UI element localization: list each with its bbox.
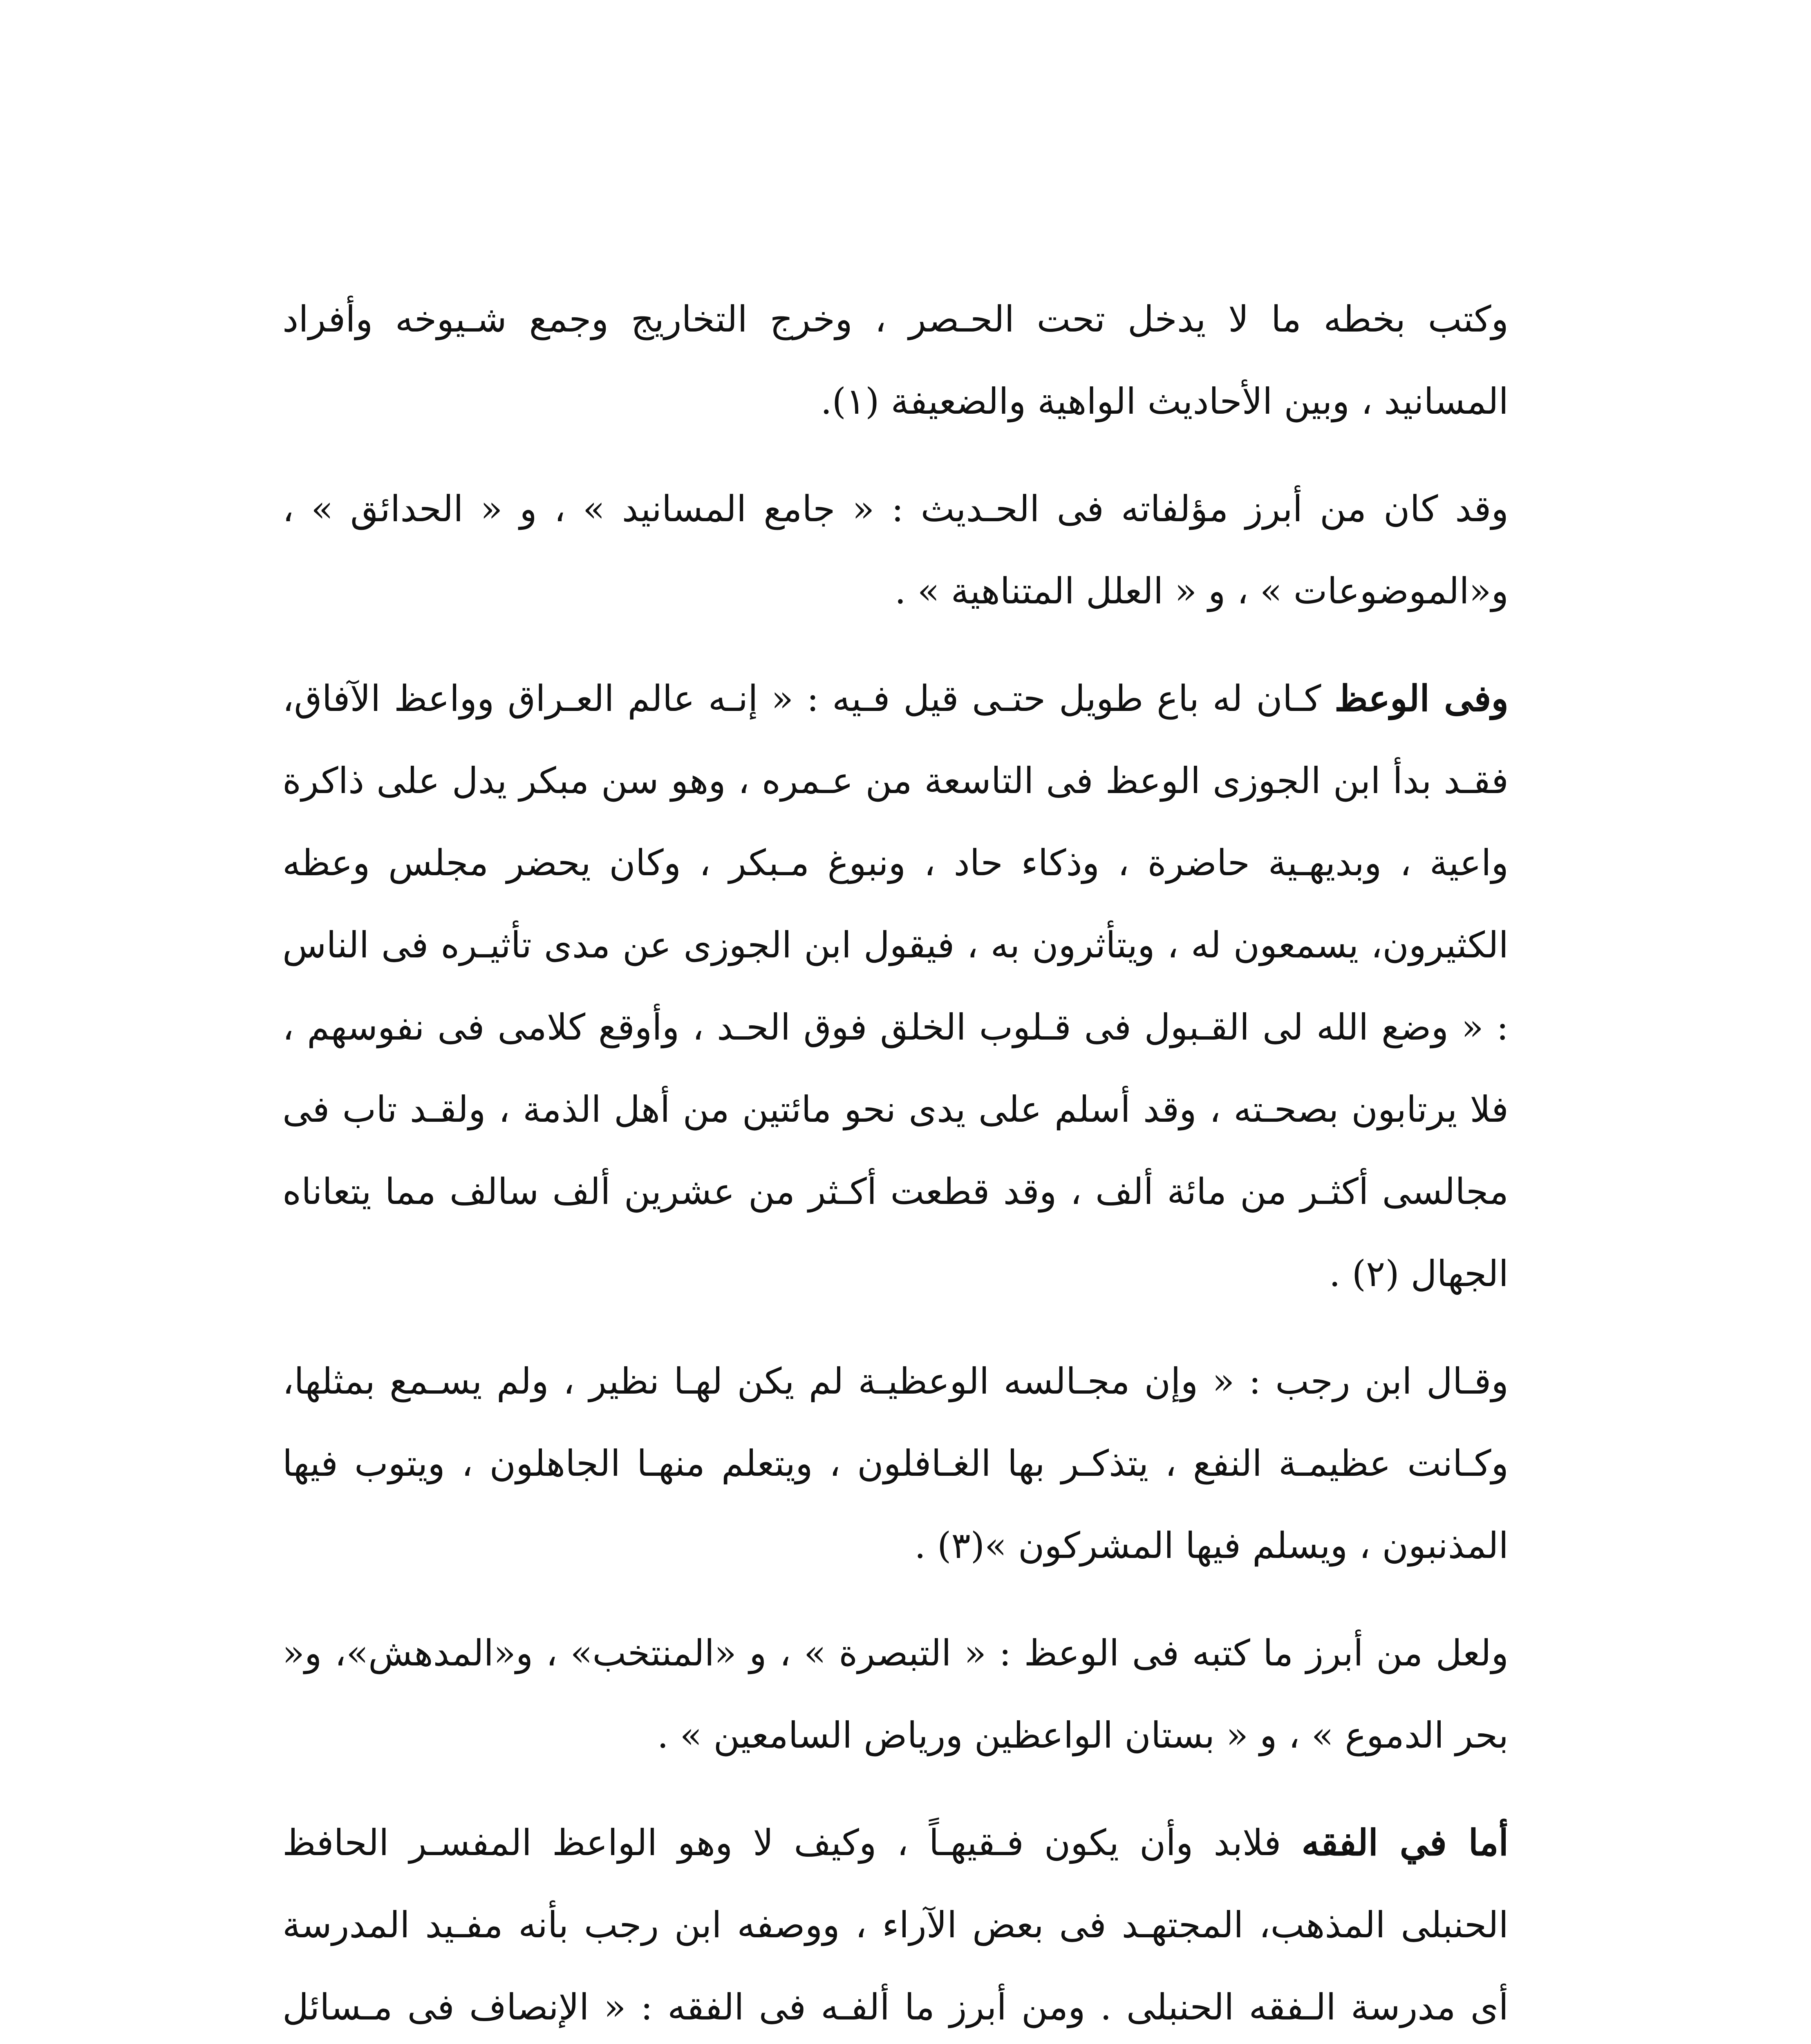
paragraph-4	[282, 1340, 1509, 1587]
paragraph-5	[282, 1612, 1509, 1776]
paragraph-6	[282, 1802, 1509, 2044]
paragraph-1-text: وكتب بخطه ما لا يدخل تحت الحـصر ، وخرج التخاريج وجمع شـيوخه وأفراد المسانيد ، وبين الأحاديث الواهية والضعيفة (١).	[282, 298, 1509, 422]
main-text	[282, 278, 1509, 2044]
paragraph-6-lead: أما في الفقه	[1301, 1821, 1509, 1864]
paragraph-2-text: وقد كان من أبرز مؤلفاته فى الحـديث : « جامع المسانيد » ، و « الحدائق » ، و«الموضوعات » ، و « العلل المتناهية » .	[282, 488, 1509, 612]
paragraph-6-text: فلابد وأن يكون فـقيهـاً ، وكيف لا وهو الواعظ المفسـر الحافظ الحنبلى المذهب، المجتهـد فى بعض الآراء ، ووصفه ابن رجب بأنه مفـيد المدرسة أى مدرسة الـفقه الحنبلى . ومن أبرز ما ألفـه فى الفقه : « الإنصاف فى مـسائل	[282, 1822, 1509, 2028]
paragraph-2	[282, 468, 1509, 632]
paragraph-4-text: وقـال ابن رجب : « وإن مجـالسه الوعظيـة لم يكن لهـا نظير ، ولم يسـمع بمثلها، وكـانت عظيمـة النفع ، يتذكـر بها الغـافلون ، ويتعلم منهـا الجاهلون ، ويتوب فيها المذنبون ، ويسلم فيها المشركون »(٣) .	[282, 1360, 1509, 1567]
paragraph-3	[282, 657, 1509, 1315]
paragraph-1	[282, 278, 1509, 442]
paragraph-5-text: ولعل من أبرز ما كتبه فى الوعظ : « التبصرة » ، و «المنتخب» ، و«المدهش»، و« بحر الدموع » ، و « بستان الواعظين ورياض السامعين » .	[282, 1632, 1509, 1756]
paragraph-3-lead: وفى الوعظ	[1334, 677, 1509, 719]
paragraph-3-text: كـان له باع طويل حتـى قيل فـيه : « إنـه عالم العـراق وواعظ الآفاق، فقـد بدأ ابن الجوزى الوعظ فى التاسعة من عـمره ، وهو سن مبكر يدل على ذاكرة واعية ، وبديهـية حاضرة ، وذكاء حاد ، ونبوغ مـبكر ، وكان يحضر مجلس وعظه الكثيرون، يسمعون له ، ويتأثرون به ، فيقول ابن الجوزى عن مدى تأثيـره فى الناس : « وضع الله لى القـبول فى قـلوب الخلق فوق الحـد ، وأوقع كلامى فى نفوسهم ، فلا يرتابون بصحـته ، وقد أسلم على يدى نحو مائتين من أهل الذمة ، ولقـد تاب فى مجالسى أكثـر من مائة ألف ، وقد قطعت أكـثر من عشرين ألف سالف مما يتعاناه الجهال (٢) .	[282, 677, 1509, 1295]
